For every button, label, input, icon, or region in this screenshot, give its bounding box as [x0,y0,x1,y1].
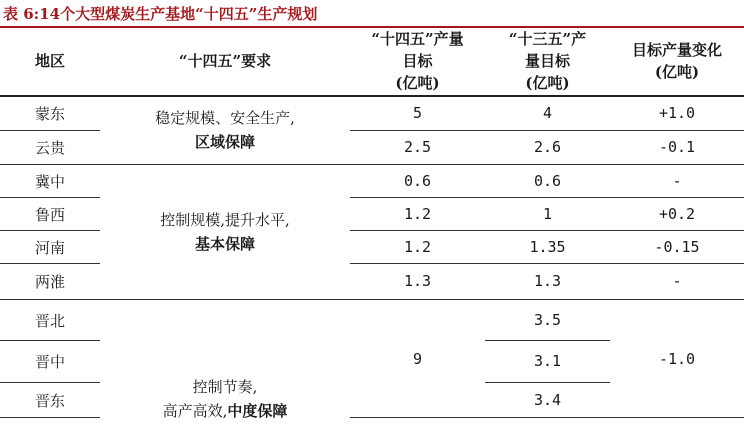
target-135-rule [485,340,610,341]
target-135-rule [485,230,610,231]
target-135-cell: 3.1 [533,352,562,370]
target-145-rule [350,263,485,264]
target-135-cell: 0.6 [533,172,562,190]
target-135-rule [485,417,610,418]
target-145-rule [350,164,485,165]
target-145-rule [350,230,485,231]
target-135-rule [485,299,610,300]
table-title: 表 6:14个大型煤炭生产基地“十四五”生产规划 [3,5,318,23]
change-cell: -0.1 [658,138,696,156]
region-rule [0,382,100,383]
target-135-cell: 4 [542,104,553,122]
region-rule [0,417,100,418]
change-rule [610,263,744,264]
target-135-rule [485,130,610,131]
change-rule [610,299,744,300]
change-cell: +1.0 [658,104,696,122]
target-145-cell: 2.5 [403,138,432,156]
header-requirement: “十四五”要求 [178,52,272,70]
target-135-cell: 3.5 [533,311,562,329]
change-shanxi-merged: -1.0 [658,349,696,368]
target-145-cell: 5 [412,104,423,122]
header-region: 地区 [34,52,65,70]
target-145-rule [350,299,485,300]
change-cell: - [672,272,682,290]
target-135-cell: 1 [542,205,553,223]
change-cell: -0.15 [654,238,700,256]
target-135-cell: 3.4 [533,391,562,409]
region-rule [0,130,100,131]
requirement-group-3: 控制节奏, 高产高效,中度保障 [162,378,288,420]
target-135-rule [485,263,610,264]
target-145-rule [350,130,485,131]
change-cell: - [672,172,682,190]
region-rule [0,197,100,198]
region-rule [0,164,100,165]
change-rule [610,417,744,418]
target-145-cell: 1.3 [403,272,432,290]
region-rule [0,230,100,231]
requirement-group-1: 稳定规模、安全生产, 区域保障 [155,109,295,151]
target-145-shanxi-merged: 9 [412,349,423,368]
region-rule [0,340,100,341]
change-rule [610,130,744,131]
region-cell: 云贵 [34,138,65,157]
target-145-rule [350,417,485,418]
region-cell: 晋东 [34,391,65,410]
target-145-cell: 1.2 [403,238,432,256]
region-rule [0,263,100,264]
header-target-145: “十四五”产量 目标 (亿吨) [371,30,464,92]
target-135-rule [485,164,610,165]
region-cell: 晋北 [34,311,65,330]
target-135-cell: 2.6 [533,138,562,156]
target-145-cell: 0.6 [403,172,432,190]
region-cell: 鲁西 [34,205,65,224]
region-cell: 河南 [34,238,65,257]
region-rule [0,299,100,300]
target-135-rule [485,197,610,198]
requirement-rule [100,299,350,300]
region-cell: 蒙东 [34,104,65,123]
region-cell: 冀中 [34,172,65,191]
region-cell: 晋中 [34,352,65,371]
change-cell: +0.2 [658,205,696,223]
change-rule [610,230,744,231]
header-change: 目标产量变化 (亿吨) [631,41,722,81]
header-target-135: “十三五”产 量目标 (亿吨) [508,30,587,92]
region-cell: 两淮 [34,272,65,291]
target-135-cell: 1.35 [529,238,566,256]
target-145-cell: 1.2 [403,205,432,223]
change-rule [610,197,744,198]
target-135-rule [485,382,610,383]
requirement-group-2: 控制规模,提升水平, 基本保障 [160,211,290,253]
target-135-cell: 1.3 [533,272,562,290]
change-rule [610,164,744,165]
target-145-rule [350,197,485,198]
